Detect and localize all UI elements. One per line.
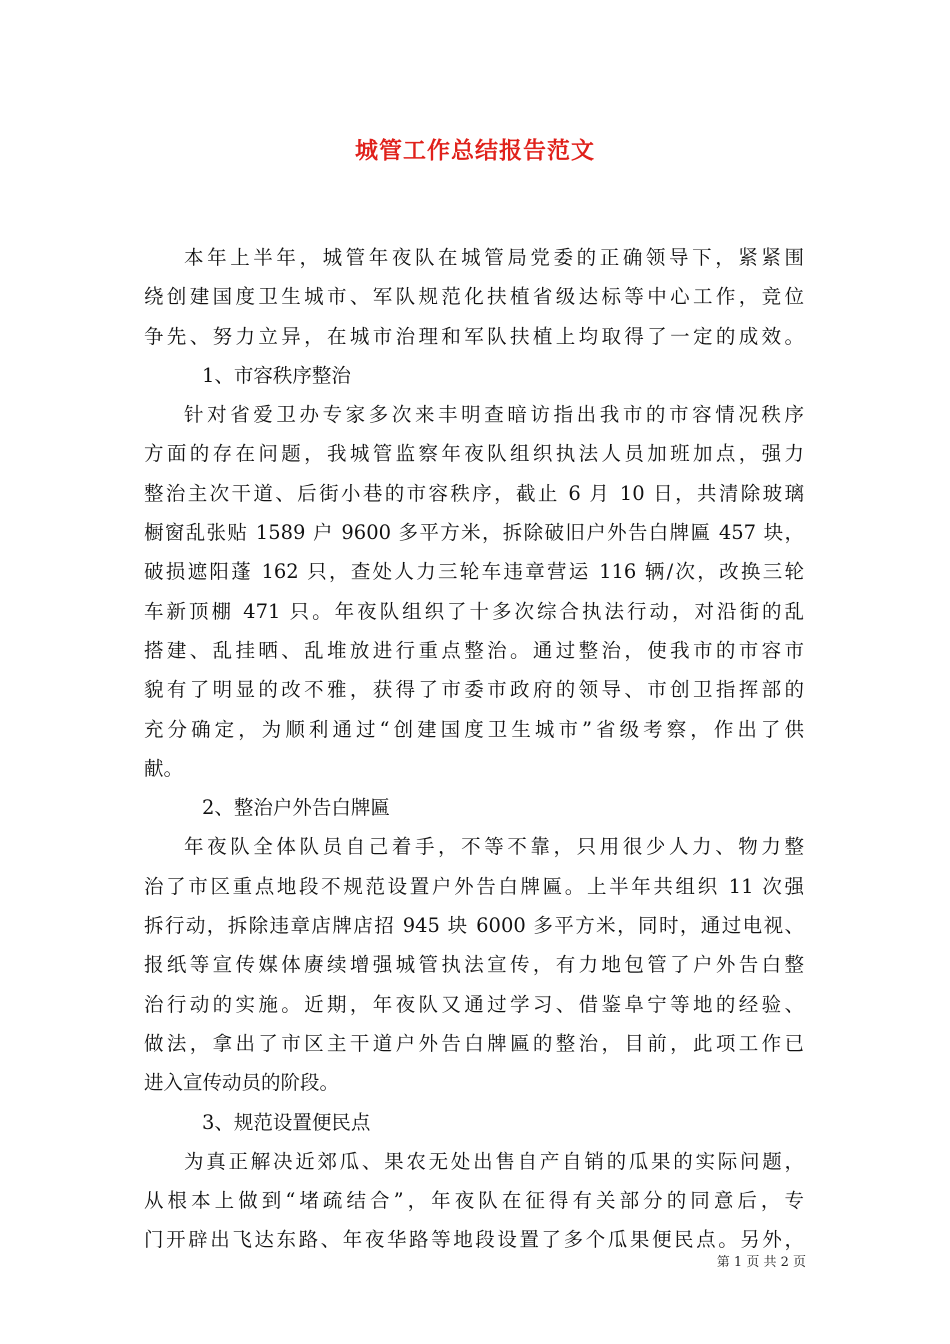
paragraph-line: 从根本上做到“堵疏结合”，年夜队在征得有关部分的同意后，专: [144, 1189, 804, 1213]
paragraph-line: 年夜队全体队员自己着手，不等不靠，只用很少人力、物力整: [184, 835, 804, 859]
paragraph-line: 貌有了明显的改不雅，获得了市委市政府的领导、市创卫指挥部的: [144, 678, 804, 702]
paragraph-line: 治行动的实施。近期，年夜队又通过学习、借鉴阜宁等地的经验、: [144, 992, 804, 1016]
paragraph-line: 整治主次干道、后街小巷的市容秩序，截止 6 月 10 日，共清除玻璃: [144, 481, 804, 505]
paragraph-line: 橱窗乱张贴 1589 户 9600 多平方米，拆除破旧户外告白牌匾 457 块，: [144, 521, 804, 545]
section-heading: 3、规范设置便民点: [202, 1110, 371, 1134]
document-title: 城管工作总结报告范文: [355, 137, 595, 164]
paragraph-line: 献。: [144, 756, 184, 780]
paragraph-line: 搭建、乱挂晒、乱堆放进行重点整治。通过整治，使我市的市容市: [144, 638, 804, 662]
section-heading: 1、市容秩序整治: [202, 363, 351, 387]
paragraph-line: 做法，拿出了市区主干道户外告白牌匾的整治，目前，此项工作已: [144, 1031, 804, 1055]
paragraph-line: 进入宣传动员的阶段。: [144, 1071, 340, 1095]
paragraph-line: 方面的存在问题，我城管监察年夜队组织执法人员加班加点，强力: [144, 442, 804, 466]
document-body: [144, 238, 804, 1260]
paragraph-line: 报纸等宣传媒体赓续增强城管执法宣传，有力地包管了户外告白整: [144, 953, 804, 977]
paragraph-line: 车新顶棚 471 只。年夜队组织了十多次综合执法行动，对沿街的乱: [144, 599, 804, 623]
paragraph-line: 拆行动，拆除违章店牌店招 945 块 6000 多平方米，同时，通过电视、: [144, 914, 804, 938]
section-heading: 2、整治户外告白牌匾: [202, 796, 390, 820]
paragraph-line: 破损遮阳蓬 162 只，查处人力三轮车违章营运 116 辆/次，改换三轮: [144, 560, 804, 584]
paragraph-line: 本年上半年，城管年夜队在城管局党委的正确领导下，紧紧围: [184, 246, 804, 269]
paragraph-line: 争先、努力立异，在城市治理和军队扶植上均取得了一定的成效。: [144, 324, 804, 348]
paragraph-line: 为真正解决近郊瓜、果农无处出售自产自销的瓜果的实际问题，: [184, 1149, 804, 1173]
page-number: 第 1 页 共 2 页: [716, 1255, 806, 1270]
paragraph-line: 充分确定，为顺利通过“创建国度卫生城市”省级考察，作出了供: [144, 717, 804, 741]
paragraph-line: 治了市区重点地段不规范设置户外告白牌匾。上半年共组织 11 次强: [144, 874, 804, 898]
paragraph-line: 针对省爱卫办专家多次来丰明查暗访指出我市的市容情况秩序: [184, 403, 804, 427]
paragraph-line: 绕创建国度卫生城市、军队规范化扶植省级达标等中心工作，竞位: [144, 285, 804, 309]
paragraph-line: 门开辟出飞达东路、年夜华路等地段设置了多个瓜果便民点。另外，: [144, 1228, 804, 1252]
